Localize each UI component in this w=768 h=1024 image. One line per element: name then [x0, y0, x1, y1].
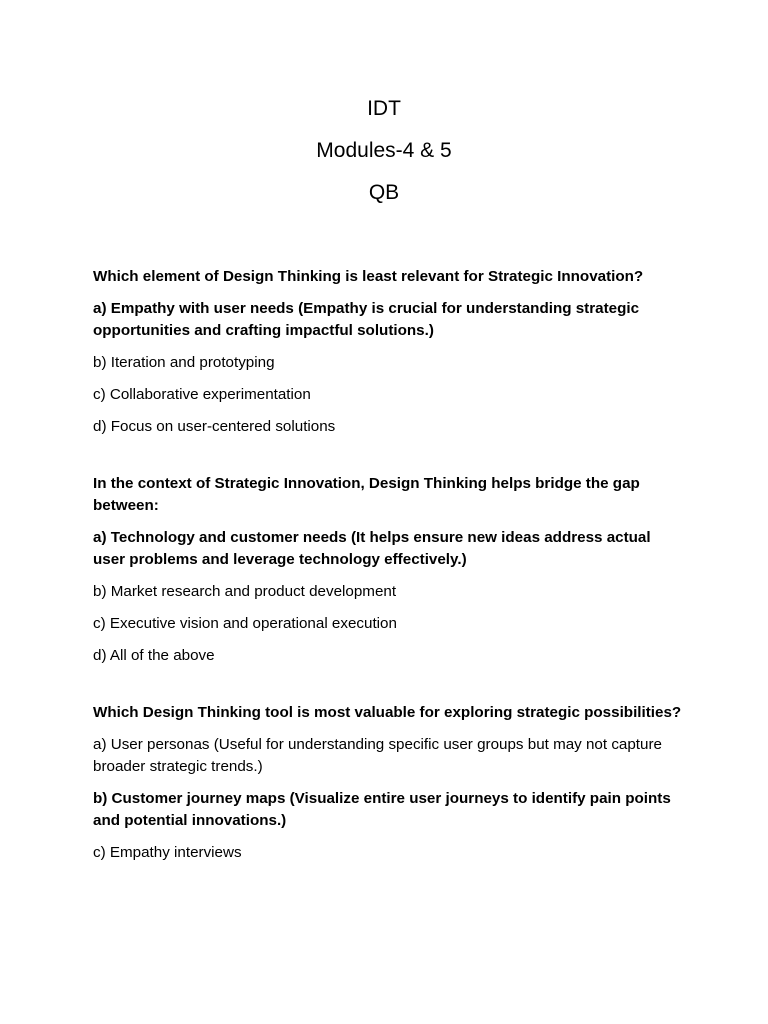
option-d: d) Focus on user-centered solutions [93, 418, 336, 435]
option-c: c) Empathy interviews [93, 844, 242, 861]
option-a: a) User personas (Useful for understanding specific user groups but may not capture broader strategic trends.) [93, 736, 662, 775]
option-c: c) Executive vision and operational execution [93, 615, 397, 632]
question-text: Which element of Design Thinking is least relevant for Strategic Innovation? [93, 268, 644, 285]
option-a-correct: a) Empathy with user needs (Empathy is crucial for understanding strategic opportunities and crafting impactful solutions.) [93, 300, 640, 339]
question-block-1 [93, 266, 683, 438]
title-line-type: QB [368, 181, 400, 204]
option-b: b) Iteration and prototyping [93, 354, 275, 371]
question-block-2 [93, 473, 683, 667]
option-b-correct: b) Customer journey maps (Visualize entire user journeys to identify pain points and potential innovations.) [93, 790, 671, 829]
option-d: d) All of the above [93, 647, 215, 664]
option-b: b) Market research and product development [93, 583, 397, 600]
question-block-3 [93, 702, 683, 864]
option-a-correct: a) Technology and customer needs (It helps ensure new ideas address actual user problems and leverage technology effectively.) [93, 529, 651, 568]
title-line-modules: Modules-4 & 5 [316, 139, 452, 162]
question-text: In the context of Strategic Innovation, Design Thinking helps bridge the gap between: [93, 475, 640, 514]
option-c: c) Collaborative experimentation [93, 386, 311, 403]
document-title [0, 88, 768, 214]
question-text: Which Design Thinking tool is most valuable for exploring strategic possibilities? [93, 704, 682, 721]
question-list [93, 266, 683, 899]
title-line-subject: IDT [367, 97, 401, 120]
